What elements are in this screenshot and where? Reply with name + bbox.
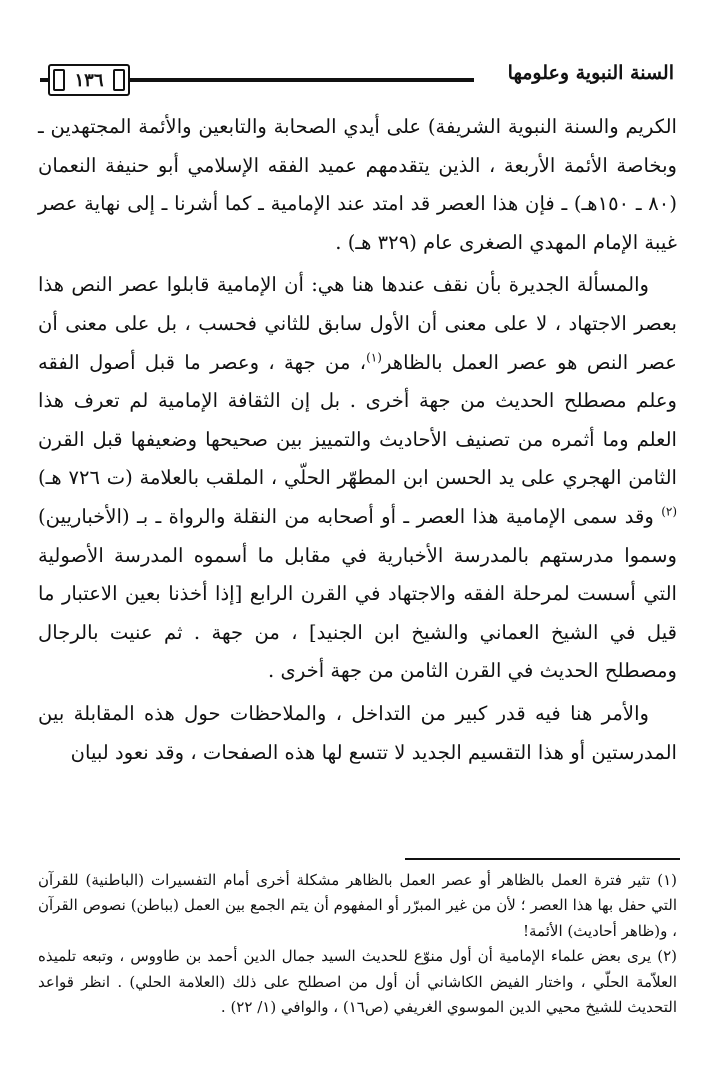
footnote-1: (١) تثير فترة العمل بالظاهر أو عصر العمل بالظاهر مشكلة أخرى أمام التفسيرات (الباطنية) للقرآن التي حفل بها هذا العصر ؛ لأن من غير المبرّر أو المفهوم أن يتم الجمع بين العمل (بباطن) نصوص القرآن ، و(ظاهر أحاديث) الأئمة! bbox=[38, 871, 677, 940]
running-title: السنة النبوية وعلومها bbox=[507, 62, 674, 84]
footnote-ref-2[interactable]: (٢) bbox=[661, 504, 678, 519]
paragraph-3: والأمر هنا فيه قدر كبير من التداخل ، والملاحظات حول هذه المقابلة بين المدرستين أو هذا التقسيم الجديد لا تتسع لها هذه الصفحات ، وقد نعود لبيان bbox=[38, 701, 677, 764]
paragraph-2-part-c: وقد سمى الإمامية هذا العصر ـ أو أصحابه من النقلة والرواة ـ بـ (الأخباريين) وسموا مدرستهم بالمدرسة الأخبارية في مقابل ما أسموه المدرسة الأصولية التي أسست لمرحلة الفقه والاجتهاد في القرن الرابع [إذا أخذنا بعين الاعتبار ما قيل في الشيخ العماني والشيخ ابن الجنيد] ، من جهة . ثم عنيت بالرجال ومصطلح الحديث في القرن الثامن من جهة أخرى . bbox=[38, 504, 677, 683]
paragraph-2 bbox=[38, 266, 677, 691]
header-rule bbox=[90, 78, 474, 82]
footnote-2: (٢) يرى بعض علماء الإمامية أن أول منوّع للحديث السيد جمال الدين أحمد بن طاووس ، وتبعه تلميذه العلاّمة الحلّي ، واختار الفيض الكاشاني أن أول من اصطلح على ذلك (العلامة الحلي) . انظر قواعد التحديث للشيخ محيي الدين الموسوي الغريفي (ص١٦) ، والوافي (١/ ٢٢) . bbox=[38, 947, 677, 1017]
page-number: ١٣٦ bbox=[74, 69, 104, 91]
header-rule-end bbox=[40, 78, 48, 82]
footnote-separator bbox=[405, 858, 680, 860]
main-text bbox=[38, 108, 677, 776]
footnote-ref-1[interactable]: (١) bbox=[366, 350, 382, 365]
page-header bbox=[40, 58, 674, 98]
paragraph-2-part-b: ، من جهة ، وعصر ما قبل أصول الفقه وعلم مصطلح الحديث من جهة أخرى . بل إن الثقافة الإمامية لم تعرف هذا العلم وما أثمره من تصنيف الأحاديث والتمييز بين صحيحها وضعيفها قبل القرن الثامن الهجري على يد الحسن ابن المطهّر الحلّي ، الملقب بالعلامة (ت ٧٢٦ هـ) bbox=[38, 350, 677, 490]
page-number-frame bbox=[48, 64, 130, 96]
footnotes bbox=[38, 868, 677, 1020]
paragraph-1: الكريم والسنة النبوية الشريفة) على أيدي الصحابة والتابعين والأئمة المجتهدين ـ وبخاصة الأئمة الأربعة ، الذين يتقدمهم عميد الفقه الإسلامي أبو حنيفة النعمان (٨٠ ـ ١٥٠هـ) ـ فإن هذا العصر قد امتد عند الإمامية ـ كما أشرنا ـ إلى نهاية عصر غيبة الإمام المهدي الصغرى عام (٣٢٩ هـ) . bbox=[38, 115, 677, 254]
paragraph-2-part-a: والمسألة الجديرة بأن نقف عندها هنا هي: أن الإمامية قابلوا عصر النص هذا بعصر الاجتهاد ، لا على معنى أن الأول سابق للثاني فحسب ، بل على معنى أن عصر النص هو عصر العمل بالظاهر bbox=[38, 273, 677, 374]
